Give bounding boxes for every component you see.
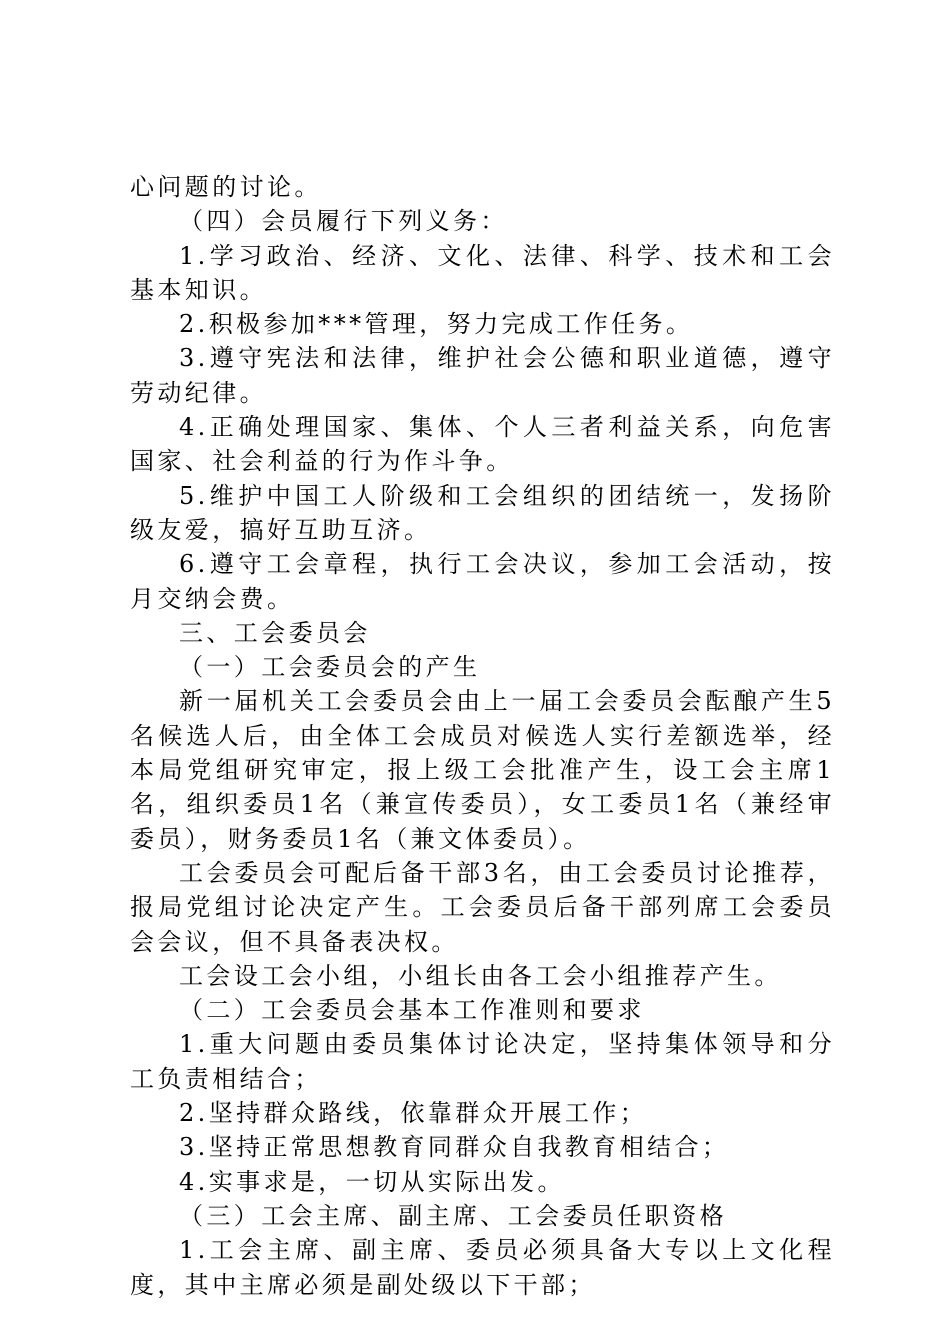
section-heading-committee-formation: （一）工会委员会的产生 — [179, 653, 481, 682]
duty-item-2: 2.积极参加***管理，努力完成工作任务。 — [179, 310, 694, 339]
principle-item-2: 2.坚持群众路线，依靠群众开展工作； — [179, 1099, 648, 1128]
section-heading-member-duties: （四）会员履行下列义务： — [179, 207, 508, 236]
chapter-heading-union-committee: 三、工会委员会 — [179, 618, 371, 647]
principle-item-4: 4.实事求是，一切从实际出发。 — [179, 1167, 565, 1196]
document-body — [130, 170, 835, 1302]
paragraph-union-groups: 工会设工会小组，小组长由各工会小组推荐产生。 — [179, 961, 782, 990]
duty-item-4: 4.正确处理国家、集体、个人三者利益关系，向危害国家、社会利益的行为作斗争。 — [130, 413, 835, 476]
duty-item-3: 3.遵守宪法和法律，维护社会公德和职业道德，遵守劳动纪律。 — [130, 344, 835, 407]
paragraph-continuation: 心问题的讨论。 — [130, 173, 322, 201]
principle-item-3: 3.坚持正常思想教育同群众自我教育相结合； — [179, 1133, 730, 1162]
duty-item-6: 6.遵守工会章程，执行工会决议，参加工会活动，按月交纳会费。 — [130, 550, 835, 613]
paragraph-election: 新一届机关工会委员会由上一届工会委员会酝酿产生5名候选人后，由全体工会成员对候选人实行差额选举，经本局党组研究审定，报上级工会批准产生，设工会主席1名，组织委员1名（兼宣传委员），女工委员1名（兼经审委员），财务委员1名（兼文体委员）。 — [130, 687, 835, 853]
qualification-item-1: 1.工会主席、副主席、委员必须具备大专以上文化程度，其中主席必须是副处级以下干部； — [130, 1236, 835, 1299]
principle-item-1: 1.重大问题由委员集体讨论决定，坚持集体领导和分工负责相结合； — [130, 1030, 835, 1093]
paragraph-reserve-cadres: 工会委员会可配后备干部3名，由工会委员讨论推荐，报局党组讨论决定产生。工会委员后备干部列席工会委员会会议，但不具备表决权。 — [130, 858, 835, 956]
section-heading-qualifications: （三）工会主席、副主席、工会委员任职资格 — [179, 1201, 727, 1230]
duty-item-5: 5.维护中国工人阶级和工会组织的团结统一，发扬阶级友爱，搞好互助互济。 — [130, 481, 835, 544]
section-heading-work-principles: （二）工会委员会基本工作准则和要求 — [179, 996, 645, 1025]
duty-item-1: 1.学习政治、经济、文化、法律、科学、技术和工会基本知识。 — [130, 241, 835, 304]
